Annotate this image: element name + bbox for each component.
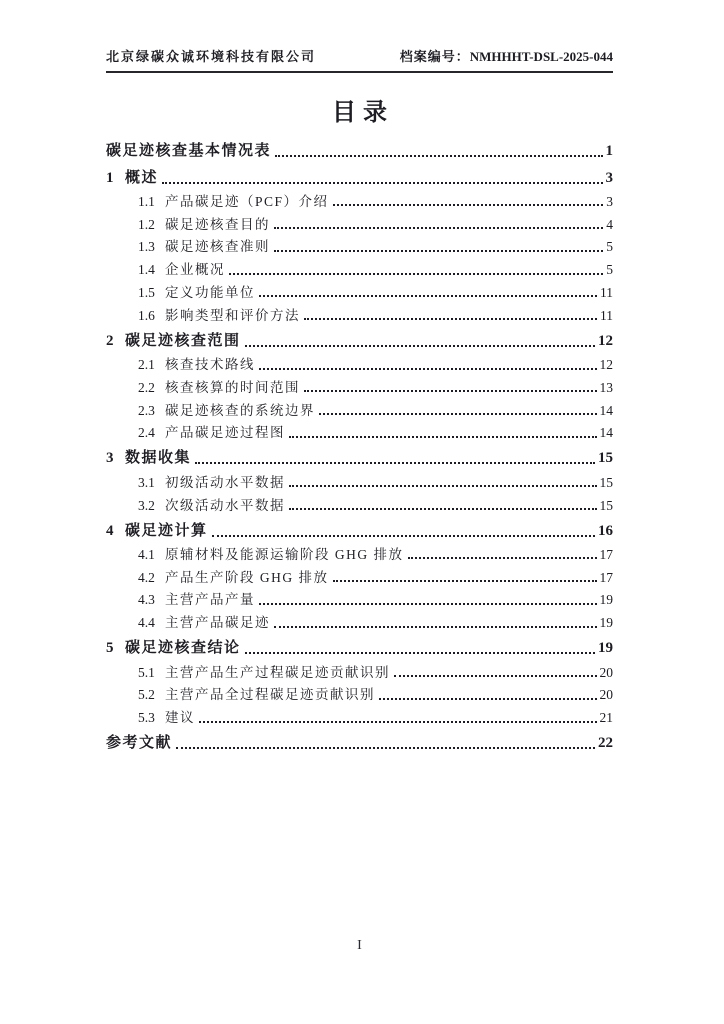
toc-entry-page: 12 <box>598 332 613 349</box>
toc-entry-label: 碳足迹核查准则 <box>165 239 270 255</box>
toc-entry-label: 主营产品全过程碳足迹贡献识别 <box>165 687 375 703</box>
toc-entry-label: 主营产品生产过程碳足迹贡献识别 <box>165 664 390 680</box>
toc-entry-page: 3 <box>606 193 613 209</box>
toc-entry-number: 3.1 <box>138 474 155 490</box>
toc-entry-page: 19 <box>599 615 613 631</box>
toc-entry-number: 4.2 <box>138 569 155 585</box>
toc-dotted-leader <box>162 182 602 184</box>
toc-dotted-leader <box>229 273 603 275</box>
toc-entry-number: 3 <box>106 450 114 467</box>
toc-entry-number: 5 <box>106 640 114 657</box>
toc-entry-number: 2.3 <box>138 402 155 418</box>
toc-dotted-leader <box>259 368 597 370</box>
toc-entry-number: 1.4 <box>138 262 155 278</box>
toc-entry-page: 11 <box>600 284 613 300</box>
toc-dotted-leader <box>275 155 602 157</box>
toc-entry-number: 4.3 <box>138 592 155 608</box>
toc-entry <box>106 725 613 751</box>
toc-entry <box>106 656 613 679</box>
toc-entry-number: 4 <box>106 522 114 539</box>
toc-entry-label: 核查核算的时间范围 <box>165 379 300 395</box>
toc-entry-page: 21 <box>599 710 613 726</box>
toc-entry-label: 碳足迹核查的系统边界 <box>165 402 315 418</box>
toc-entry-page: 19 <box>599 592 613 608</box>
toc-entry-label: 主营产品产量 <box>165 592 255 608</box>
toc-entry-number: 2.1 <box>138 357 155 373</box>
toc-entry-number: 2.4 <box>138 425 155 441</box>
toc-entry <box>106 417 613 440</box>
toc-entry-number: 1 <box>106 169 114 186</box>
toc-entry-number: 2.2 <box>138 379 155 395</box>
toc-entry-label: 影响类型和评价方法 <box>165 307 300 323</box>
toc-entry <box>106 299 613 322</box>
toc-entry-label: 核查技术路线 <box>165 357 255 373</box>
toc-entry <box>106 231 613 254</box>
toc-entry <box>106 679 613 702</box>
toc-entry-label: 碳足迹计算 <box>125 522 208 539</box>
page-title: 目录 <box>332 100 394 126</box>
header-doc-number-group <box>400 46 613 65</box>
toc-entry-number: 1.3 <box>138 239 155 255</box>
toc-entry-number: 5.3 <box>138 710 155 726</box>
toc-entry <box>106 466 613 489</box>
toc-entry-page: 1 <box>605 143 613 159</box>
toc-entry-page: 5 <box>606 262 613 278</box>
toc-entry-page: 15 <box>599 497 613 513</box>
document-header <box>106 46 613 73</box>
toc-dotted-leader <box>259 295 597 297</box>
toc-dotted-leader <box>289 436 597 438</box>
toc-dotted-leader <box>289 485 597 487</box>
toc-entry <box>106 277 613 300</box>
toc-entry <box>106 702 613 725</box>
toc-entry <box>106 186 613 209</box>
toc-entry <box>106 208 613 231</box>
toc-dotted-leader <box>333 580 597 582</box>
toc-dotted-leader <box>304 318 597 320</box>
toc-entry-label: 初级活动水平数据 <box>165 474 285 490</box>
toc-entry-number: 5.2 <box>138 687 155 703</box>
toc-entry-page: 19 <box>598 640 613 657</box>
toc-entry <box>106 394 613 417</box>
header-doc-number-value: NMHHHT-DSL-2025-044 <box>469 49 613 64</box>
toc-entry-label: 次级活动水平数据 <box>165 497 285 513</box>
toc-entry-label: 原辅材料及能源运输阶段 GHG 排放 <box>165 546 404 562</box>
toc-entry-label: 建议 <box>165 710 195 726</box>
toc-entry-page: 12 <box>599 357 613 373</box>
toc-dotted-leader <box>304 390 597 392</box>
toc-entry <box>106 607 613 630</box>
toc-entry-number: 1.5 <box>138 284 155 300</box>
toc-entry <box>106 159 613 186</box>
toc-dotted-leader <box>212 535 595 537</box>
toc-dotted-leader <box>245 652 595 654</box>
toc-dotted-leader <box>274 250 603 252</box>
toc-dotted-leader <box>274 626 597 628</box>
footer-page-number: I <box>357 938 362 953</box>
toc-entry <box>106 372 613 395</box>
toc-entry <box>106 349 613 372</box>
toc-entry <box>106 539 613 562</box>
toc-entry-page: 22 <box>598 734 613 751</box>
toc-entry <box>106 489 613 512</box>
toc-dotted-leader <box>274 227 603 229</box>
toc-dotted-leader <box>259 603 597 605</box>
toc-entry-page: 20 <box>599 687 613 703</box>
toc-entry-page: 4 <box>606 216 613 232</box>
toc-dotted-leader <box>195 462 595 464</box>
toc-entry <box>106 133 613 159</box>
toc-entry-label: 产品碳足迹过程图 <box>165 425 285 441</box>
toc-entry-label: 参考文献 <box>106 734 173 751</box>
toc-dotted-leader <box>408 557 597 559</box>
toc-entry-label: 碳足迹核查目的 <box>165 216 270 232</box>
table-of-contents <box>106 133 613 751</box>
toc-entry-page: 16 <box>598 522 613 539</box>
toc-entry-label: 数据收集 <box>125 450 192 467</box>
toc-entry <box>106 584 613 607</box>
toc-entry-label: 碳足迹核查范围 <box>125 332 241 349</box>
toc-entry-number: 1.2 <box>138 216 155 232</box>
toc-entry-number: 2 <box>106 332 114 349</box>
toc-entry-page: 14 <box>599 425 613 441</box>
toc-entry-page: 20 <box>599 664 613 680</box>
toc-entry-label: 主营产品碳足迹 <box>165 615 270 631</box>
toc-entry-page: 15 <box>599 474 613 490</box>
toc-entry-number: 1.6 <box>138 307 155 323</box>
toc-entry-page: 13 <box>599 379 613 395</box>
toc-entry-label: 碳足迹核查结论 <box>125 640 241 657</box>
toc-entry-label: 定义功能单位 <box>165 284 255 300</box>
toc-dotted-leader <box>394 675 597 677</box>
toc-dotted-leader <box>333 204 604 206</box>
toc-entry-page: 17 <box>599 546 613 562</box>
toc-entry-label: 碳足迹核查基本情况表 <box>106 143 272 159</box>
toc-entry-page: 14 <box>599 402 613 418</box>
toc-dotted-leader <box>199 721 597 723</box>
toc-dotted-leader <box>245 345 595 347</box>
toc-entry <box>106 254 613 277</box>
toc-entry-label: 产品碳足迹（PCF）介绍 <box>165 193 329 209</box>
toc-entry <box>106 440 613 467</box>
toc-entry <box>106 512 613 539</box>
toc-dotted-leader <box>379 698 597 700</box>
toc-entry-page: 11 <box>600 307 613 323</box>
toc-entry-number: 4.1 <box>138 546 155 562</box>
toc-entry <box>106 630 613 657</box>
toc-dotted-leader <box>176 747 595 749</box>
toc-entry-number: 5.1 <box>138 664 155 680</box>
toc-entry-label: 概述 <box>125 169 159 186</box>
toc-entry <box>106 561 613 584</box>
toc-entry-page: 5 <box>606 239 613 255</box>
toc-dotted-leader <box>289 508 597 510</box>
toc-entry-page: 15 <box>598 450 613 467</box>
toc-entry-label: 产品生产阶段 GHG 排放 <box>165 569 329 585</box>
toc-entry-page: 17 <box>599 569 613 585</box>
toc-dotted-leader <box>319 413 597 415</box>
toc-entry-number: 4.4 <box>138 615 155 631</box>
header-doc-number-label: 档案编号： <box>399 49 470 64</box>
header-company-name: 北京绿碳众诚环境科技有限公司 <box>106 49 317 64</box>
toc-entry-label: 企业概况 <box>165 262 225 278</box>
toc-entry-number: 3.2 <box>138 497 155 513</box>
toc-entry-number: 1.1 <box>138 193 155 209</box>
toc-entry <box>106 322 613 349</box>
toc-entry-page: 3 <box>605 169 613 186</box>
